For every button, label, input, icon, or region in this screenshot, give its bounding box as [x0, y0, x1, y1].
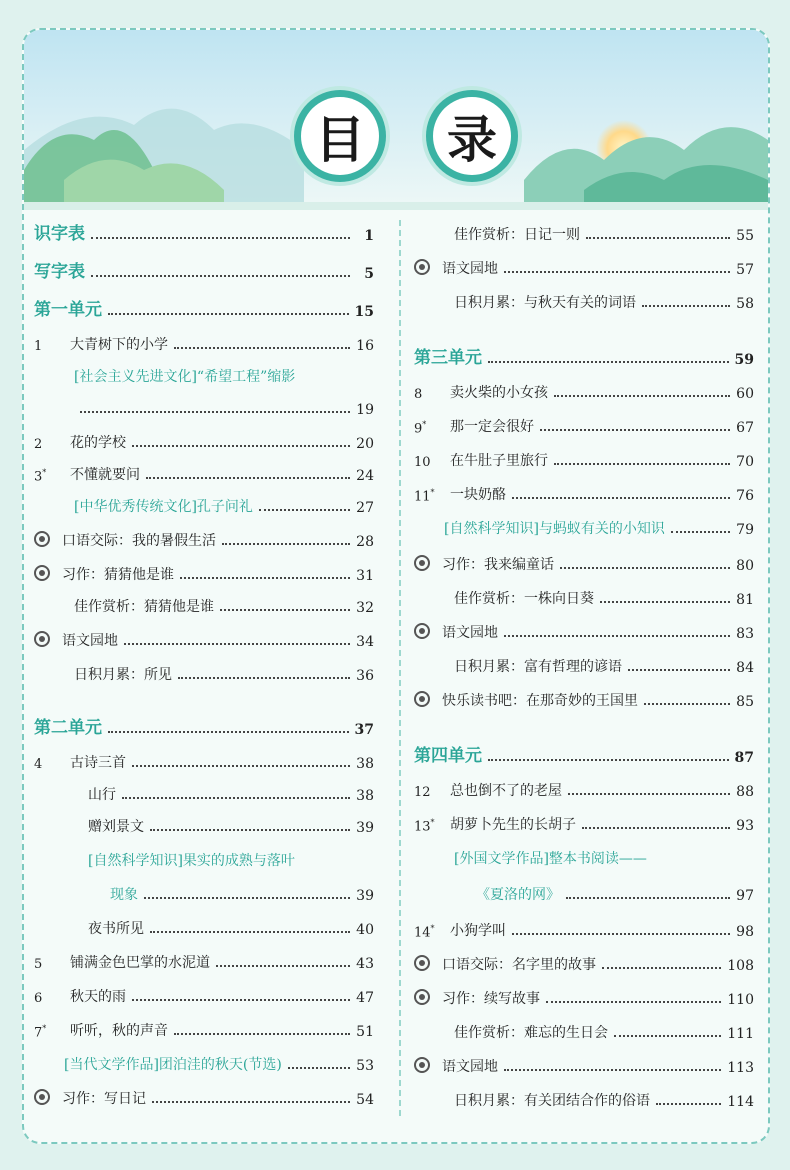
- toc-entry[interactable]: [414, 380, 754, 402]
- entry-title: 口语交际：我的暑假生活: [62, 533, 216, 549]
- entry-number: 8: [414, 387, 423, 402]
- page-number: 36: [356, 668, 374, 684]
- page-number: 114: [727, 1094, 754, 1110]
- entry-title: [当代文学作品]团泊洼的秋天(节选): [64, 1057, 282, 1073]
- page-number: 16: [356, 338, 374, 354]
- leader-dots: [586, 237, 730, 239]
- page-number: 31: [356, 568, 374, 584]
- page-number: 39: [356, 888, 374, 904]
- toc-entry[interactable]: [414, 918, 754, 940]
- toc-entry[interactable]: [34, 916, 374, 938]
- entry-title: [外国文学作品]整本书阅读——: [454, 851, 647, 867]
- leader-dots: [259, 509, 350, 511]
- entry-title: 佳作赏析：猜猜他是谁: [74, 599, 214, 615]
- toc-entry[interactable]: [34, 882, 374, 904]
- leader-dots: [568, 793, 730, 795]
- toc-entry[interactable]: [414, 256, 754, 278]
- entry-title: 在牛肚子里旅行: [450, 453, 548, 469]
- entry-title: 日积月累：所见: [74, 667, 172, 683]
- leader-dots: [150, 931, 350, 933]
- toc-entry[interactable]: [414, 448, 754, 470]
- bullet-icon: [414, 1057, 430, 1073]
- toc-entry[interactable]: [414, 516, 754, 538]
- entry-number: 14*: [414, 923, 435, 940]
- toc-entry[interactable]: [414, 654, 754, 676]
- bullet-icon: [34, 531, 50, 547]
- entry-title: 大青树下的小学: [70, 337, 168, 353]
- leader-dots: [600, 601, 730, 603]
- toc-entry[interactable]: [414, 552, 754, 574]
- leader-dots: [288, 1067, 350, 1069]
- entry-title: 不懂就要问: [70, 467, 140, 483]
- title-char-2: 录: [426, 90, 518, 182]
- page-number: 27: [356, 500, 374, 516]
- page-number: 20: [356, 436, 374, 452]
- bullet-icon: [414, 259, 430, 275]
- entry-number: 7*: [34, 1023, 47, 1040]
- page-number: 43: [356, 956, 374, 972]
- toc-entry[interactable]: [414, 1088, 754, 1110]
- entry-title: 日积月累：富有哲理的谚语: [454, 659, 622, 675]
- toc-entry[interactable]: [414, 346, 754, 368]
- page-number: 76: [736, 488, 754, 504]
- toc-entry[interactable]: [414, 778, 754, 800]
- page-number: 5: [364, 266, 374, 282]
- page-number: 70: [736, 454, 754, 470]
- toc-entry[interactable]: [34, 528, 374, 550]
- leader-dots: [122, 797, 350, 799]
- entry-number: 9*: [414, 419, 427, 436]
- entry-number: 12: [414, 785, 431, 800]
- entry-title: 花的学校: [70, 435, 126, 451]
- toc-entry[interactable]: [414, 846, 754, 868]
- toc-entry[interactable]: [414, 952, 754, 974]
- toc-entry[interactable]: [34, 222, 374, 244]
- entry-title: 语文园地: [442, 625, 498, 641]
- entry-title: 山行: [88, 787, 116, 803]
- page-number: 28: [356, 534, 374, 550]
- entry-number: 4: [34, 757, 43, 772]
- toc-entry[interactable]: [414, 222, 754, 244]
- entry-title: 佳作赏析：日记一则: [454, 227, 580, 243]
- page-number: 15: [354, 304, 374, 320]
- toc-entry[interactable]: [34, 494, 374, 516]
- bullet-icon: [34, 631, 50, 647]
- leader-dots: [108, 313, 349, 315]
- leader-dots: [80, 411, 350, 413]
- entry-number: 13*: [414, 817, 435, 834]
- page-number: 24: [356, 468, 374, 484]
- leader-dots: [546, 1001, 721, 1003]
- page-number: 111: [727, 1026, 754, 1042]
- page-number: 19: [356, 402, 374, 418]
- leader-dots: [566, 897, 730, 899]
- toc-entry[interactable]: [34, 364, 374, 386]
- toc-entry[interactable]: [34, 260, 374, 282]
- page-number: 40: [356, 922, 374, 938]
- toc-entry[interactable]: [34, 430, 374, 452]
- leader-dots: [220, 609, 350, 611]
- landscape-banner: [24, 30, 768, 210]
- page-number: 55: [736, 228, 754, 244]
- entry-title: 佳作赏析：难忘的生日会: [454, 1025, 608, 1041]
- leader-dots: [174, 1033, 350, 1035]
- toc-entry[interactable]: [414, 586, 754, 608]
- entry-title: 秋天的雨: [70, 989, 126, 1005]
- entry-title: 听听，秋的声音: [70, 1023, 168, 1039]
- leader-dots: [91, 275, 350, 277]
- leader-dots: [644, 703, 730, 705]
- leader-dots: [146, 477, 350, 479]
- entry-title: 小狗学叫: [450, 923, 506, 939]
- page-number: 80: [736, 558, 754, 574]
- page-number: 57: [736, 262, 754, 278]
- page-number: 39: [356, 820, 374, 836]
- toc-page: [22, 28, 770, 1144]
- page-number: 34: [356, 634, 374, 650]
- bullet-icon: [414, 691, 430, 707]
- entry-title: 《夏洛的网》: [476, 887, 560, 903]
- entry-number: 11*: [414, 487, 435, 504]
- page-number: 32: [356, 600, 374, 616]
- entry-number: 5: [34, 957, 43, 972]
- page-number: 58: [736, 296, 754, 312]
- leader-dots: [132, 765, 350, 767]
- leader-dots: [628, 669, 730, 671]
- leader-dots: [180, 577, 350, 579]
- entry-title: 习作：写日记: [62, 1091, 146, 1107]
- entry-title: 语文园地: [62, 633, 118, 649]
- bullet-icon: [414, 989, 430, 1005]
- toc-entry[interactable]: [414, 620, 754, 642]
- page-number: 38: [356, 756, 374, 772]
- page-number: 67: [736, 420, 754, 436]
- page-number: 51: [356, 1024, 374, 1040]
- leader-dots: [216, 965, 350, 967]
- toc-entry[interactable]: [414, 688, 754, 710]
- entry-title: 日积月累：与秋天有关的词语: [454, 295, 636, 311]
- leader-dots: [554, 463, 730, 465]
- entry-number: 1: [34, 339, 43, 354]
- leader-dots: [108, 731, 349, 733]
- toc-entry[interactable]: [34, 298, 374, 320]
- page-number: 38: [356, 788, 374, 804]
- entry-title: 夜书所见: [88, 921, 144, 937]
- entry-title: 习作：续写故事: [442, 991, 540, 1007]
- toc-entry[interactable]: [414, 812, 754, 834]
- toc-entry[interactable]: [34, 594, 374, 616]
- entry-title: 佳作赏析：一株向日葵: [454, 591, 594, 607]
- leader-dots: [560, 567, 730, 569]
- entry-title: [自然科学知识]果实的成熟与落叶: [88, 853, 295, 869]
- title-char-1: 目: [294, 90, 386, 182]
- toc-entry[interactable]: [34, 782, 374, 804]
- toc-entry[interactable]: [34, 628, 374, 650]
- entry-number: 10: [414, 455, 431, 470]
- leader-dots: [124, 643, 350, 645]
- page-number: 54: [356, 1092, 374, 1108]
- entry-title: 习作：我来编童话: [442, 557, 554, 573]
- page-number: 81: [736, 592, 754, 608]
- entry-number: 6: [34, 991, 43, 1006]
- toc-entry[interactable]: [34, 1052, 374, 1074]
- page-number: 47: [356, 990, 374, 1006]
- entry-title: 铺满金色巴掌的水泥道: [70, 955, 210, 971]
- leader-dots: [488, 361, 729, 363]
- leader-dots: [642, 305, 730, 307]
- entry-title: [中华优秀传统文化]孔子问礼: [74, 499, 253, 515]
- page-number: 59: [734, 352, 754, 368]
- toc-entry[interactable]: [34, 1018, 374, 1040]
- toc-entry[interactable]: [34, 396, 374, 418]
- leader-dots: [540, 429, 730, 431]
- toc-entry[interactable]: [34, 750, 374, 772]
- entry-title: 现象: [110, 887, 138, 903]
- leader-dots: [512, 497, 730, 499]
- page-number: 87: [734, 750, 754, 766]
- page-number: 79: [736, 522, 754, 538]
- entry-title: 快乐读书吧：在那奇妙的王国里: [442, 693, 638, 709]
- leader-dots: [222, 543, 350, 545]
- leader-dots: [614, 1035, 721, 1037]
- page-number: 85: [736, 694, 754, 710]
- entry-title: 习作：猜猜他是谁: [62, 567, 174, 583]
- entry-title: 识字表: [34, 224, 85, 244]
- toc-entry[interactable]: [34, 662, 374, 684]
- leader-dots: [602, 967, 721, 969]
- bullet-icon: [34, 565, 50, 581]
- entry-title: 一块奶酪: [450, 487, 506, 503]
- leader-dots: [504, 271, 730, 273]
- page-number: 97: [736, 888, 754, 904]
- toc-entry[interactable]: [34, 984, 374, 1006]
- leader-dots: [582, 827, 730, 829]
- toc-entry[interactable]: [414, 482, 754, 504]
- toc-entry[interactable]: [414, 744, 754, 766]
- leader-dots: [504, 635, 730, 637]
- bullet-icon: [414, 623, 430, 639]
- page-number: 37: [354, 722, 374, 738]
- leader-dots: [132, 999, 350, 1001]
- toc-entry[interactable]: [414, 1020, 754, 1042]
- entry-number: 2: [34, 437, 43, 452]
- entry-number: 3*: [34, 467, 47, 484]
- leader-dots: [150, 829, 350, 831]
- leader-dots: [132, 445, 350, 447]
- entry-title: 语文园地: [442, 261, 498, 277]
- bullet-icon: [414, 555, 430, 571]
- page-number: 98: [736, 924, 754, 940]
- toc-entry[interactable]: [34, 848, 374, 870]
- entry-title: 口语交际：名字里的故事: [442, 957, 596, 973]
- entry-title: 赠刘景文: [88, 819, 144, 835]
- leader-dots: [174, 347, 350, 349]
- page-number: 88: [736, 784, 754, 800]
- toc-entry[interactable]: [34, 716, 374, 738]
- toc-entry[interactable]: [414, 882, 754, 904]
- entry-title: 卖火柴的小女孩: [450, 385, 548, 401]
- leader-dots: [554, 395, 730, 397]
- toc-entry[interactable]: [414, 290, 754, 312]
- page-number: 108: [727, 958, 754, 974]
- leader-dots: [152, 1101, 350, 1103]
- bullet-icon: [34, 1089, 50, 1105]
- page-number: 110: [727, 992, 754, 1008]
- toc-entry[interactable]: [34, 950, 374, 972]
- page-number: 84: [736, 660, 754, 676]
- leader-dots: [144, 897, 350, 899]
- bullet-icon: [414, 955, 430, 971]
- entry-title: 语文园地: [442, 1059, 498, 1075]
- leader-dots: [488, 759, 729, 761]
- entry-title: 第四单元: [414, 746, 482, 766]
- page-number: 113: [727, 1060, 754, 1076]
- entry-title: 第二单元: [34, 718, 102, 738]
- page-number: 60: [736, 386, 754, 402]
- leader-dots: [504, 1069, 721, 1071]
- page-number: 83: [736, 626, 754, 642]
- entry-title: [自然科学知识]与蚂蚁有关的小知识: [444, 521, 665, 537]
- page-number: 93: [736, 818, 754, 834]
- entry-title: 第三单元: [414, 348, 482, 368]
- column-divider: [399, 220, 401, 1120]
- leader-dots: [671, 531, 730, 533]
- toc-entry[interactable]: [34, 562, 374, 584]
- entry-title: 写字表: [34, 262, 85, 282]
- entry-title: 古诗三首: [70, 755, 126, 771]
- entry-title: 总也倒不了的老屋: [450, 783, 562, 799]
- toc-entry[interactable]: [34, 1086, 374, 1108]
- toc-entry[interactable]: [414, 414, 754, 436]
- leader-dots: [512, 933, 730, 935]
- toc-entry[interactable]: [34, 332, 374, 354]
- entry-title: 日积月累：有关团结合作的俗语: [454, 1093, 650, 1109]
- toc-entry[interactable]: [414, 1054, 754, 1076]
- leader-dots: [91, 237, 350, 239]
- entry-title: 胡萝卜先生的长胡子: [450, 817, 576, 833]
- leader-dots: [178, 677, 350, 679]
- entry-title: 第一单元: [34, 300, 102, 320]
- toc-entry[interactable]: [34, 462, 374, 484]
- toc-entry[interactable]: [414, 986, 754, 1008]
- entry-title: 那一定会很好: [450, 419, 534, 435]
- leader-dots: [656, 1103, 721, 1105]
- entry-title: [社会主义先进文化]“希望工程”缩影: [74, 369, 296, 385]
- toc-entry[interactable]: [34, 814, 374, 836]
- page-number: 1: [364, 228, 374, 244]
- page-number: 53: [356, 1058, 374, 1074]
